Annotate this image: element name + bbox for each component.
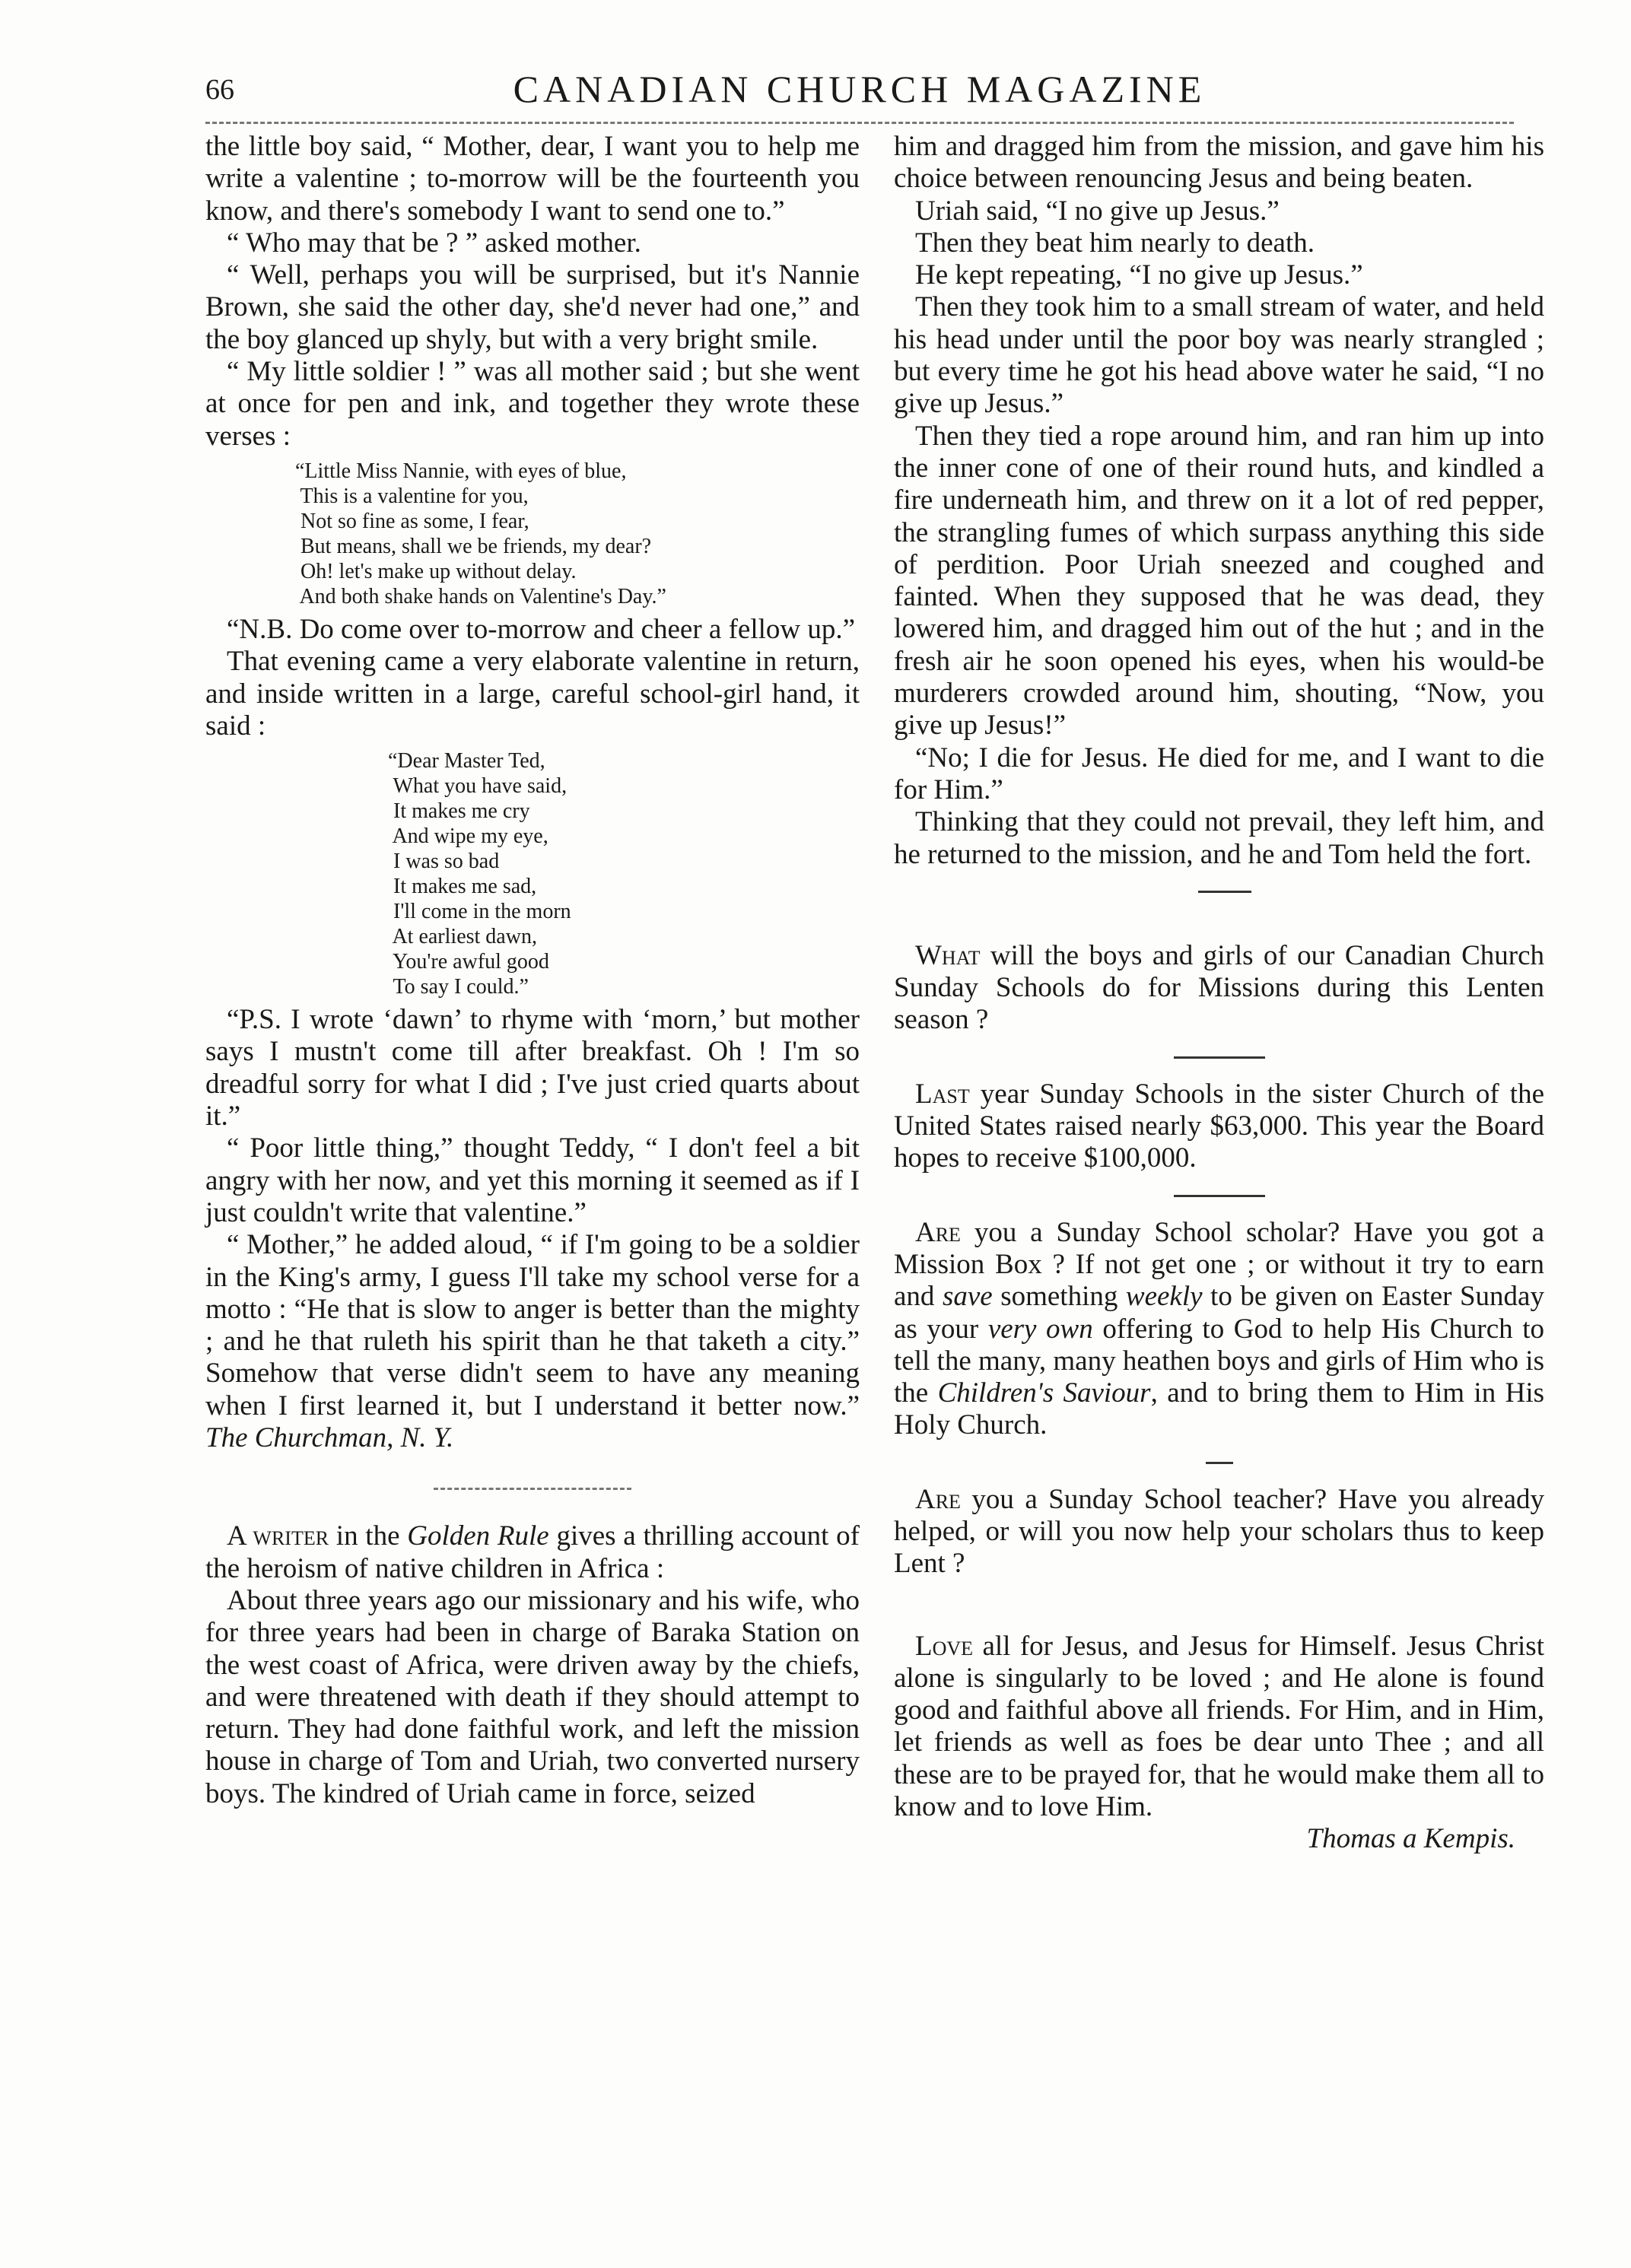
paragraph [894, 1631, 1544, 1824]
paragraph: Uriah said, “I no give up Jesus.” [915, 195, 1280, 227]
lead-words: Love [915, 1630, 974, 1662]
paragraph: Thinking that they could not prevail, they left him, and he returned to the mission, and he and Tom held the fort. [894, 806, 1544, 870]
spacer [894, 1580, 1544, 1631]
paragraph [894, 1217, 1544, 1442]
paragraph: Then they tied a rope around him, and ran him up into the inner cone of one of their round huts, and kindled a fire underneath him, and threw on it a lot of red pepper, the strangling fumes of which surpass anything this side of perdition. Poor Uriah sneezed and coughed and fainted. When they supposed that he was dead, they lowered him, and dragged him out of the hut ; and in the fresh air he soon opened his eyes, when his would-be murderers crowded around him, shouting, “Now, you give up Jesus!” [894, 420, 1544, 742]
lead-words: Are [915, 1216, 961, 1248]
section-divider [1198, 891, 1251, 893]
paragraph [205, 1520, 860, 1585]
valentine-verse: “Little Miss Nannie, with eyes of blue, This is a valentine for you, Not so fine as some, I fear, But means, shall we be friends, my dear? Oh! let's make up without delay. And both shake hands on Valentine's Day.” [295, 459, 666, 608]
paragraph-text: will the boys and girls of our Canadian Church Sunday Schools do for Missions during this Lenten season ? [894, 939, 1544, 1036]
paragraph: About three years ago our missionary and his wife, who for three years had been in charge of Baraka Station on the west coast of Africa, were driven away by the chiefs, and were threatened with death if they should attempt to return. They had done faithful work, and left the mission house in charge of Tom and Uriah, two converted nursery boys. The kindred of Uriah came in force, seized [205, 1584, 860, 1809]
paragraph [205, 1229, 860, 1454]
paragraph: the little boy said, “ Mother, dear, I want you to help me write a valentine ; to-morrow will be the fourteenth you know, and there's somebody I want to send one to.” [205, 131, 860, 227]
paragraph-text: you a Sunday School teacher? Have you already helped, or will you now help your scholars thus to keep Lent ? [894, 1483, 1544, 1580]
paragraph [894, 940, 1544, 1037]
paragraph: Then they took him to a small stream of water, and held his head under until the poor boy was nearly strangled ; but every time he got his head above water he said, “I no give up Jesus.” [894, 291, 1544, 420]
paragraph [894, 1078, 1544, 1175]
author-signature: Thomas a Kempis. [1306, 1823, 1515, 1855]
paragraph: “ Well, perhaps you will be surprised, but it's Nannie Brown, she said the other day, she'd never had one,” and the boy glanced up shyly, but with a very bright smile. [205, 259, 860, 355]
spacer [894, 913, 1544, 940]
section-divider [1206, 1462, 1233, 1464]
paragraph-text: “ Mother,” he added aloud, “ if I'm going to be a soldier in the King's army, I guess I'll take my school verse for a motto : “He that is slow to anger is better than the mighty ; and he that ruleth his spirit than he that taketh a city.” Somehow that verse didn't seem to have any meaning when I first learned it, but I understand it better now.” [205, 1229, 860, 1421]
paragraph: “ My little soldier ! ” was all mother said ; but she went at once for pen and ink, and together they wrote these verses : [205, 356, 860, 452]
emphasis: save [942, 1281, 993, 1313]
paragraph: “N.B. Do come over to-morrow and cheer a fellow up.” [227, 613, 856, 645]
paragraph-text: in the [329, 1520, 408, 1552]
emphasis: very own [987, 1313, 1093, 1345]
page-header [205, 67, 1514, 113]
paragraph: him and dragged him from the mission, and gave him his choice between renouncing Jesus and being beaten. [894, 131, 1544, 195]
right-column [894, 131, 1544, 1856]
header-rule [205, 122, 1514, 124]
paragraph-text: offering to God to help His Church to tell the many, many heathen boys and girls of Him who is the [894, 1313, 1544, 1409]
publication-title: Golden Rule [407, 1520, 549, 1552]
left-column [205, 131, 860, 1810]
paragraph-text: all for Jesus, and Jesus for Himself. Jesus Christ alone is singularly to be loved ; and He alone is found good and faithful above all friends. For Him, and in Him, let friends as well as foes be dear unto Thee ; and all these are to be prayed for, that he would make them all to know and to love Him. [894, 1630, 1544, 1823]
running-head: CANADIAN CHURCH MAGAZINE [513, 68, 1207, 110]
emphasis: Children's Saviour [937, 1377, 1151, 1409]
lead-words: A writer [227, 1520, 329, 1552]
section-divider [1174, 1056, 1265, 1059]
paragraph-text: gives a thrilling account of the heroism of native children in Africa : [205, 1520, 860, 1584]
lead-words: What [915, 939, 981, 971]
section-divider [1174, 1195, 1265, 1197]
paragraph: He kept repeating, “I no give up Jesus.” [915, 259, 1363, 291]
paragraph-text: to be given on Easter Sunday as your [894, 1281, 1544, 1345]
reply-verse: “Dear Master Ted, What you have said, It makes me cry And wipe my eye, I was so bad It makes me sad, I'll come in the morn At earliest dawn, You're awful good To say I could.” [388, 749, 571, 999]
paragraph: That evening came a very elaborate valentine in return, and inside written in a large, careful school-girl hand, it said : [205, 646, 860, 742]
page-number: 66 [205, 74, 234, 106]
paragraph: “ Who may that be ? ” asked mother. [227, 227, 641, 259]
paragraph-text: you a Sunday School scholar? Have you got a Mission Box ? If not get one ; or without it try to earn and [894, 1216, 1544, 1313]
paragraph: “ Poor little thing,” thought Teddy, “ I don't feel a bit angry with her now, and yet this morning it seemed as if I just couldn't write that valentine.” [205, 1132, 860, 1228]
lead-words: Are [915, 1483, 961, 1515]
paragraph-text: something [992, 1281, 1126, 1313]
paragraph-text: year Sunday Schools in the sister Church of the United States raised nearly $63,000. This year the Board hopes to receive $100,000. [894, 1078, 1544, 1174]
lead-words: Last [915, 1078, 970, 1110]
source-citation: The Churchman, N. Y. [205, 1422, 454, 1454]
paragraph: “No; I die for Jesus. He died for me, and I want to die for Him.” [894, 742, 1544, 805]
section-divider [434, 1488, 631, 1490]
paragraph: “P.S. I wrote ‘dawn’ to rhyme with ‘morn,’ but mother says I mustn't come till after breakfast. Oh ! I'm so dreadful sorry for what I did ; I've just cried quarts about it.” [205, 1004, 860, 1132]
paragraph: Then they beat him nearly to death. [915, 227, 1315, 259]
paragraph-text: , and to bring them to Him in His Holy Church. [894, 1377, 1544, 1441]
emphasis: weekly [1125, 1281, 1203, 1313]
paragraph [894, 1484, 1544, 1580]
